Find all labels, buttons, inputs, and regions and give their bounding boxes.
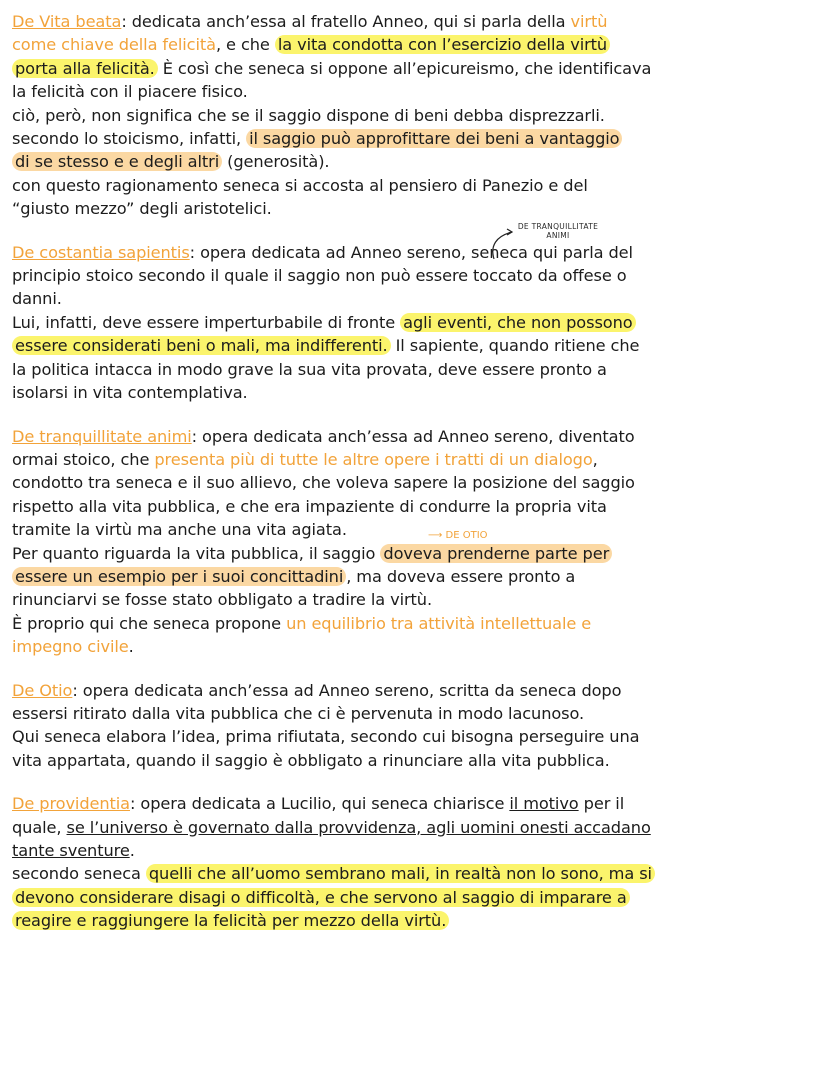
text-line xyxy=(12,334,812,357)
section-de-otio xyxy=(12,679,812,773)
text-segment: principio stoico secondo il quale il saggio non può essere toccato da offese o xyxy=(12,266,627,286)
text-line xyxy=(12,839,812,862)
annotation-de-otio-label: DE OTIO xyxy=(445,530,488,541)
text-segment: per il xyxy=(578,794,625,814)
text-line xyxy=(12,104,812,127)
text-line xyxy=(12,80,812,103)
section-title: De costantia sapientis xyxy=(12,242,190,262)
text-segment: virtù xyxy=(570,12,608,31)
text-line xyxy=(12,518,812,541)
text-segment: danni. xyxy=(12,289,62,309)
text-segment: “giusto mezzo” degli aristotelici. xyxy=(12,199,272,219)
text-segment: un equilibrio tra attività intellettuale e xyxy=(286,613,592,633)
text-segment: impegno civile xyxy=(12,637,129,657)
text-segment: secondo seneca xyxy=(12,864,146,884)
text-segment: il saggio può approfittare dei beni a vantaggio xyxy=(246,129,622,148)
text-line xyxy=(12,264,812,287)
text-line xyxy=(12,381,812,404)
text-line xyxy=(12,197,812,220)
text-segment: , ma doveva essere pronto a xyxy=(346,566,576,586)
text-segment: (generosità). xyxy=(222,152,330,172)
section-de-tranquillitate-animi xyxy=(12,425,812,659)
text-line xyxy=(12,909,812,932)
section-de-costantia-sapientis xyxy=(12,241,812,405)
text-segment: Per quanto riguarda la vita pubblica, il saggio xyxy=(12,543,381,563)
text-segment: Il sapiente, quando ritiene che xyxy=(390,336,640,356)
text-segment: tramite la virtù ma anche una vita agiata. xyxy=(12,520,347,540)
text-line xyxy=(12,495,812,518)
text-segment: : dedicata anch’essa al fratello Anneo, qui si parla della xyxy=(121,12,571,31)
annotation-de-otio xyxy=(428,530,488,542)
text-line xyxy=(12,816,812,839)
text-segment: se l’universo è governato dalla provvidenza, agli uomini onesti accadano xyxy=(66,817,651,837)
text-segment: secondo lo stoicismo, infatti, xyxy=(12,129,247,149)
text-line xyxy=(12,471,812,494)
text-line xyxy=(12,635,812,658)
text-segment: la vita condotta con l’esercizio della virtù xyxy=(275,35,610,54)
text-line xyxy=(12,612,812,635)
text-segment: come chiave della felicità xyxy=(12,35,216,55)
section-de-vita-beata xyxy=(12,10,812,221)
text-segment: ciò, però, non significa che se il saggio dispone di beni debba disprezzarli. xyxy=(12,105,605,125)
text-line xyxy=(12,702,812,725)
text-segment: tante sventure xyxy=(12,841,130,860)
text-segment: essere un esempio per i suoi concittadini xyxy=(12,567,346,586)
text-segment: la politica intacca in modo grave la sua vita provata, deve essere pronto a xyxy=(12,359,607,379)
text-line xyxy=(12,57,812,80)
text-segment: : opera dedicata anch’essa ad Anneo sereno, scritta da seneca dopo xyxy=(72,680,622,700)
text-line xyxy=(12,150,812,173)
text-line xyxy=(12,886,812,909)
text-segment: condotto tra seneca e il suo allievo, che voleva sapere la posizione del saggio xyxy=(12,473,635,493)
text-segment: vita appartata, quando il saggio è obbligato a rinunciare alla vita pubblica. xyxy=(12,750,610,770)
text-line xyxy=(12,448,812,471)
text-segment: quelli che all’uomo sembrano mali, in realtà non lo sono, ma si xyxy=(146,864,655,883)
text-line xyxy=(12,425,812,448)
text-segment: Qui seneca elabora l’idea, prima rifiutata, secondo cui bisogna perseguire una xyxy=(12,727,640,747)
text-segment: agli eventi, che non possono xyxy=(400,313,635,332)
text-line xyxy=(12,311,812,334)
text-segment: isolarsi in vita contemplativa. xyxy=(12,383,248,403)
text-segment: ormai stoico, che xyxy=(12,449,155,469)
text-line xyxy=(12,679,812,702)
text-segment: la felicità con il piacere fisico. xyxy=(12,82,248,102)
text-segment: : opera dedicata anch’essa ad Anneo sereno, diventato xyxy=(191,426,635,446)
text-line xyxy=(12,792,812,815)
curved-arrow-icon xyxy=(488,226,518,262)
text-segment: il motivo xyxy=(509,794,579,814)
right-arrow-icon: ⟶ xyxy=(428,530,443,541)
text-line xyxy=(12,287,812,310)
text-segment: quale, xyxy=(12,817,67,837)
text-segment: essersi ritirato dalla vita pubblica che ci è pervenuta in modo lacunoso. xyxy=(12,703,585,723)
text-segment: . xyxy=(129,841,135,860)
text-segment: . xyxy=(128,637,134,657)
text-segment: porta alla felicità. xyxy=(12,59,158,78)
section-title: De Vita beata xyxy=(12,12,122,31)
text-segment: rinunciarvi se fosse stato obbligato a tradire la virtù. xyxy=(12,590,432,610)
text-segment: È proprio qui che seneca propone xyxy=(12,613,287,633)
text-line xyxy=(12,542,812,565)
text-segment: di se stesso e e degli altri xyxy=(12,152,222,171)
text-line xyxy=(12,862,812,885)
text-segment: reagire e raggiungere la felicità per mezzo della virtù. xyxy=(12,911,449,930)
section-title: De tranquillitate animi xyxy=(12,426,192,446)
text-line xyxy=(12,588,812,611)
text-line xyxy=(12,749,812,772)
text-line xyxy=(12,174,812,197)
text-segment: con questo ragionamento seneca si accosta al pensiero di Panezio e del xyxy=(12,175,588,195)
text-line xyxy=(12,241,812,264)
text-segment: essere considerati beni o mali, ma indifferenti. xyxy=(12,336,391,355)
section-title: De Otio xyxy=(12,680,73,700)
text-segment: , xyxy=(592,449,598,469)
text-line xyxy=(12,33,812,56)
text-line xyxy=(12,565,812,588)
text-segment: doveva prenderne parte per xyxy=(380,544,612,563)
text-segment: presenta più di tutte le altre opere i tratti di un dialogo xyxy=(154,449,593,469)
text-line xyxy=(12,725,812,748)
text-segment: : opera dedicata ad Anneo sereno, seneca qui parla del xyxy=(189,242,633,262)
section-de-providentia xyxy=(12,792,812,932)
section-title: De providentia xyxy=(12,794,130,814)
annotation-de-tranquillitate: DE TRANQUILLITATE ANIMI xyxy=(517,222,599,240)
text-line xyxy=(12,127,812,150)
text-segment: rispetto alla vita pubblica, e che era impaziente di condurre la propria vita xyxy=(12,496,607,516)
text-line xyxy=(12,10,812,33)
text-segment: : opera dedicata a Lucilio, qui seneca chiarisce xyxy=(129,794,510,814)
text-segment: devono considerare disagi o difficoltà, e che servono al saggio di imparare a xyxy=(12,888,630,907)
text-segment: È così che seneca si oppone all’epicureismo, che identificava xyxy=(157,58,652,78)
notes-page xyxy=(12,10,812,953)
text-segment: Lui, infatti, deve essere imperturbabile di fronte xyxy=(12,312,401,332)
text-line xyxy=(12,358,812,381)
text-segment: , e che xyxy=(215,35,275,55)
